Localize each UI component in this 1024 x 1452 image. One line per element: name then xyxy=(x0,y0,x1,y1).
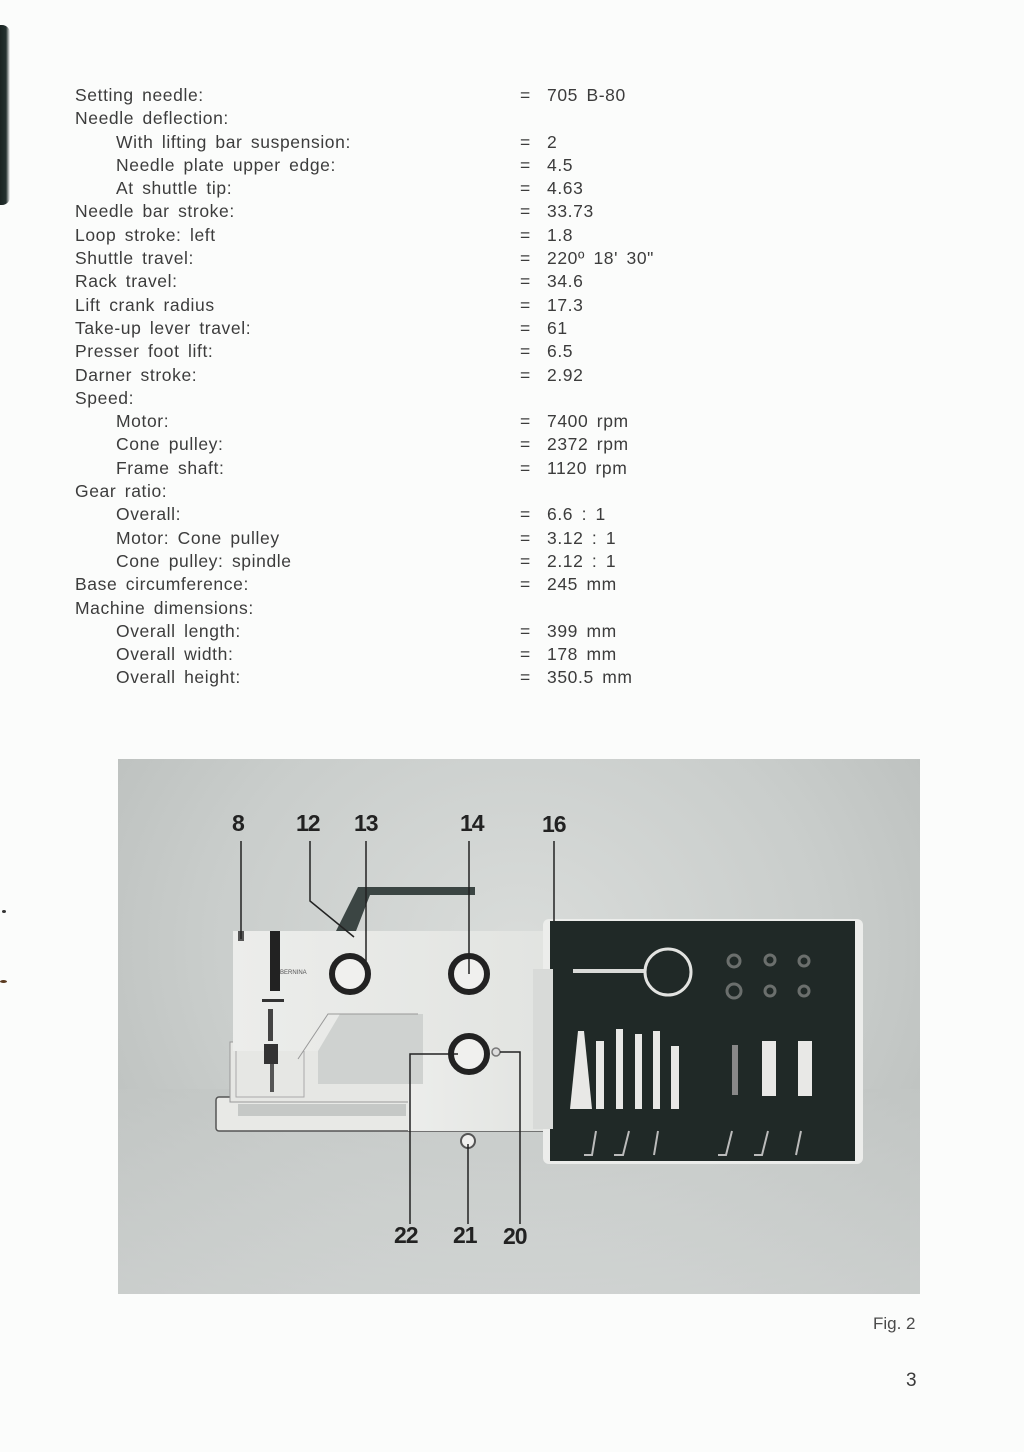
spec-value-text: 7400 rpm xyxy=(547,411,629,432)
spec-label: Overall height: xyxy=(116,667,241,688)
equals-sign: = xyxy=(520,434,531,455)
spec-value xyxy=(520,224,573,247)
equals-sign: = xyxy=(520,644,531,665)
equals-sign: = xyxy=(520,341,531,362)
equals-sign: = xyxy=(520,550,531,571)
spec-value xyxy=(520,177,583,200)
spec-value-text: 17.3 xyxy=(547,294,584,315)
spec-row xyxy=(0,550,1024,573)
sewing-machine-illustration xyxy=(118,759,920,1294)
spec-value xyxy=(520,340,573,363)
spec-row xyxy=(0,433,1024,456)
spec-value-text: 6.6 : 1 xyxy=(547,504,606,525)
equals-sign: = xyxy=(520,294,531,315)
spec-value xyxy=(520,247,654,270)
spec-value-text: 350.5 mm xyxy=(547,667,633,688)
spec-value xyxy=(520,457,627,480)
spec-label: Frame shaft: xyxy=(116,457,225,478)
spec-value-text: 6.5 xyxy=(547,341,574,362)
spec-row xyxy=(0,270,1024,293)
callout-20: 20 xyxy=(503,1223,527,1249)
spec-value xyxy=(520,503,606,526)
figure-caption: Fig. 2 xyxy=(873,1314,916,1333)
callout-21: 21 xyxy=(453,1222,477,1248)
equals-sign: = xyxy=(520,248,531,269)
spec-label: Lift crank radius xyxy=(75,294,215,315)
spec-value xyxy=(520,84,626,107)
spec-label: Overall width: xyxy=(116,644,234,665)
spec-label: With lifting bar suspension: xyxy=(116,131,351,152)
equals-sign: = xyxy=(520,411,531,432)
callout-8: 8 xyxy=(232,810,244,836)
equals-sign: = xyxy=(520,85,531,105)
spec-value xyxy=(520,573,617,596)
callout-16: 16 xyxy=(542,811,566,837)
spec-value-text: 33.73 xyxy=(547,201,594,222)
spec-row xyxy=(0,177,1024,200)
spec-value xyxy=(520,294,583,317)
spec-label: Machine dimensions: xyxy=(75,597,254,618)
spec-value-text: 2.92 xyxy=(547,364,584,385)
specification-list xyxy=(0,84,1024,690)
callout-13: 13 xyxy=(354,810,378,836)
spec-value xyxy=(520,131,557,154)
spec-value-text: 1120 rpm xyxy=(547,457,628,478)
spec-row xyxy=(0,294,1024,317)
page-number: 3 xyxy=(906,1370,917,1391)
spec-value xyxy=(520,364,583,387)
spec-value xyxy=(520,200,594,223)
spec-label: Setting needle: xyxy=(75,85,204,105)
spec-label: Shuttle travel: xyxy=(75,248,194,269)
spec-label: Base circumference: xyxy=(75,574,249,595)
equals-sign: = xyxy=(520,154,531,175)
spec-label: Cone pulley: xyxy=(116,434,224,455)
equals-sign: = xyxy=(520,574,531,595)
spec-label: Presser foot lift: xyxy=(75,341,214,362)
figure-photo xyxy=(118,759,920,1294)
spec-value-text: 2 xyxy=(547,131,558,152)
spec-row xyxy=(0,317,1024,340)
spec-row xyxy=(0,224,1024,247)
spec-label: Speed: xyxy=(75,387,135,408)
brand-label: BERNINA xyxy=(280,970,307,976)
spec-row xyxy=(0,410,1024,433)
spec-label: Overall length: xyxy=(116,620,241,641)
scan-speck xyxy=(0,980,7,983)
spec-row xyxy=(0,573,1024,596)
spec-row xyxy=(0,527,1024,550)
spec-label: Needle plate upper edge: xyxy=(116,154,336,175)
equals-sign: = xyxy=(520,527,531,548)
spec-value xyxy=(520,317,568,340)
callout-12: 12 xyxy=(296,810,320,836)
spec-row xyxy=(0,364,1024,387)
equals-sign: = xyxy=(520,224,531,245)
equals-sign: = xyxy=(520,201,531,222)
equals-sign: = xyxy=(520,457,531,478)
spec-value xyxy=(520,643,617,666)
equals-sign: = xyxy=(520,178,531,199)
spec-row xyxy=(0,597,1024,620)
spec-value-text: 245 mm xyxy=(547,574,617,595)
spec-value xyxy=(520,527,616,550)
equals-sign: = xyxy=(520,667,531,688)
spec-value-text: 2.12 : 1 xyxy=(547,550,617,571)
equals-sign: = xyxy=(520,317,531,338)
spec-value-text: 220º 18' 30" xyxy=(547,248,654,269)
spec-value-text: 705 B-80 xyxy=(547,85,626,105)
spec-row xyxy=(0,247,1024,270)
spec-label: At shuttle tip: xyxy=(116,178,233,199)
spec-value xyxy=(520,410,629,433)
spec-label: Needle deflection: xyxy=(75,108,229,129)
spec-value xyxy=(520,620,617,643)
spec-row xyxy=(0,457,1024,480)
spec-value-text: 2372 rpm xyxy=(547,434,629,455)
equals-sign: = xyxy=(520,504,531,525)
spec-value xyxy=(520,270,583,293)
spec-label: Gear ratio: xyxy=(75,481,168,502)
spec-value-text: 178 mm xyxy=(547,644,617,665)
spec-row xyxy=(0,387,1024,410)
spec-value-text: 4.5 xyxy=(547,154,574,175)
spec-value-text: 34.6 xyxy=(547,271,584,292)
spec-row xyxy=(0,200,1024,223)
spec-value-text: 1.8 xyxy=(547,224,574,245)
spec-row xyxy=(0,643,1024,666)
spec-row xyxy=(0,84,1024,107)
spec-value xyxy=(520,433,629,456)
equals-sign: = xyxy=(520,364,531,385)
spec-label: Motor: Cone pulley xyxy=(116,527,280,548)
spec-row xyxy=(0,503,1024,526)
spec-row xyxy=(0,620,1024,643)
equals-sign: = xyxy=(520,620,531,641)
callout-14: 14 xyxy=(460,810,484,836)
spec-value-text: 4.63 xyxy=(547,178,584,199)
spec-row xyxy=(0,154,1024,177)
spec-label: Loop stroke: left xyxy=(75,224,216,245)
spec-row xyxy=(0,480,1024,503)
spec-row xyxy=(0,666,1024,689)
spec-value-text: 3.12 : 1 xyxy=(547,527,617,548)
scan-speck xyxy=(2,910,6,913)
spec-row xyxy=(0,107,1024,130)
spec-label: Take-up lever travel: xyxy=(75,317,252,338)
callout-22: 22 xyxy=(394,1222,418,1248)
spec-label: Needle bar stroke: xyxy=(75,201,235,222)
equals-sign: = xyxy=(520,271,531,292)
spec-label: Darner stroke: xyxy=(75,364,198,385)
spec-value-text: 399 mm xyxy=(547,620,617,641)
spec-label: Rack travel: xyxy=(75,271,178,292)
spec-row xyxy=(0,340,1024,363)
spec-label: Overall: xyxy=(116,504,182,525)
spec-label: Motor: xyxy=(116,411,170,432)
spec-row xyxy=(0,131,1024,154)
equals-sign: = xyxy=(520,131,531,152)
spec-value-text: 61 xyxy=(547,317,568,338)
spec-value xyxy=(520,550,616,573)
spec-label: Cone pulley: spindle xyxy=(116,550,292,571)
spec-value xyxy=(520,154,573,177)
spec-value xyxy=(520,666,633,689)
